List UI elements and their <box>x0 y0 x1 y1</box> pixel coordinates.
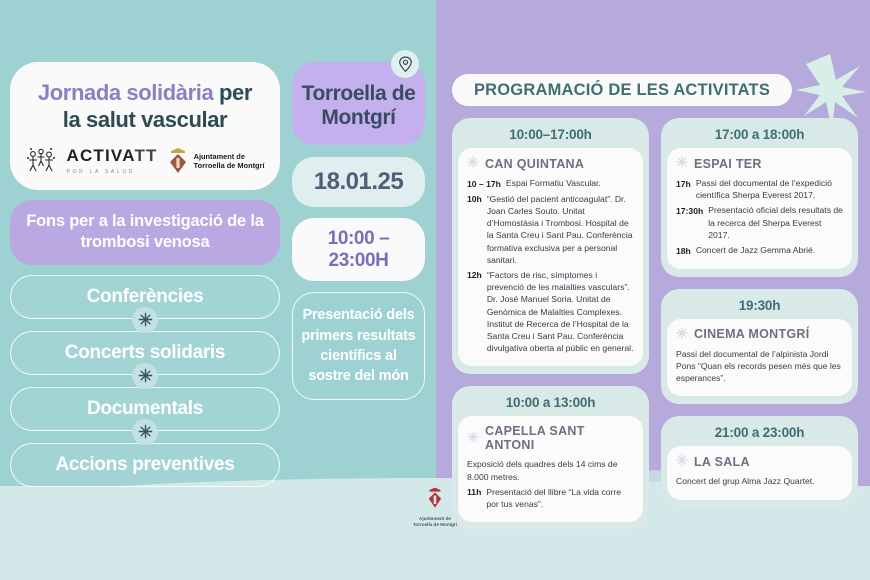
event-description: Exposició dels quadres dels 14 cims de 8.000 metres. <box>467 459 618 482</box>
event-entry <box>676 177 843 201</box>
activity-pill-conferencies[interactable]: Conferències <box>10 275 280 319</box>
event-time: 19:30h <box>738 297 781 313</box>
asterisk-icon <box>132 419 158 445</box>
poster-title-line1 <box>24 80 266 106</box>
programme-grid <box>452 118 858 530</box>
left-column <box>10 62 280 499</box>
asterisk-icon <box>132 307 158 333</box>
event-card-espai-ter[interactable] <box>661 118 858 277</box>
entry-time: 11h <box>467 487 482 498</box>
location-pin-icon <box>391 50 419 78</box>
event-entry <box>467 177 634 190</box>
event-description: Passi del documental de l’alpinista Jordi Pons “Quan els records pesen més que les esperances”. <box>676 348 841 384</box>
event-time: 21:00 a 23:00h <box>714 425 805 441</box>
event-entry <box>467 193 634 266</box>
programme-panel <box>452 74 858 530</box>
event-entry <box>676 204 843 241</box>
entry-time: 17h <box>676 178 691 189</box>
ajuntament-logo <box>167 146 265 176</box>
event-venue-label: ESPAI TER <box>694 156 762 171</box>
event-details <box>667 446 852 499</box>
activatt-brand: ACTIVATT <box>66 146 158 166</box>
event-card-la-sala[interactable] <box>661 416 858 507</box>
entry-desc: “Gestió del pacient anticoagulat”. Dr. Joan Carles Souto. Unitat d’Homostàsia i Trombosi. Hospital de la Santa Creu i Sant Pau. Conferència formativa exclusiva per a personal sanitari. <box>486 193 633 265</box>
activatt-logo <box>66 147 157 175</box>
event-venue <box>467 156 634 171</box>
entry-time: 18h <box>676 245 691 256</box>
programme-column-2 <box>661 118 858 530</box>
poster-title-line2: la salut vascular <box>62 106 228 132</box>
entry-time: 17:30h <box>676 205 704 216</box>
event-card-capella-sant-antoni[interactable] <box>452 386 649 530</box>
event-note: Presentació dels primers resultats científics al sostre del món <box>292 292 425 399</box>
title-part-dark: per <box>219 80 253 105</box>
torroella-crest-icon <box>167 146 189 176</box>
event-venue-label: LA SALA <box>694 454 750 469</box>
event-venue-label: CINEMA MONTGRÍ <box>694 327 810 342</box>
logo-row <box>24 146 266 176</box>
entry-desc: “Factors de risc, símptomes i prevenció de les malalties vasculars”. Dr. José Manuel Soria. Unitat de Genòmica de Malalties Complexes. Institut de Recerca de l’Hospital de la Santa Creu i Sant Pau. Conferència divulgativa oberta al públic en general. <box>486 269 634 354</box>
activity-pill-accions[interactable]: Accions preventives <box>10 443 280 487</box>
footer-ajuntament-logo <box>413 486 457 528</box>
subtitle-banner: Fons per a la investigació de la trombosi venosa <box>10 200 280 264</box>
entry-time: 12h <box>467 270 482 281</box>
entry-desc: Espai Formatiu Vascular. <box>505 178 601 188</box>
event-entry <box>676 244 843 257</box>
event-entry <box>467 486 634 510</box>
sparkle-icon <box>467 156 479 171</box>
footer-ajuntament-label: Ajuntament de Torroella de Montgrí <box>412 516 458 527</box>
entry-desc: Passi del documental de l’expedició científica Sherpa Everest 2017. <box>695 178 832 201</box>
event-time: 17:00 a 18:00h <box>714 127 805 142</box>
ajuntament-label: Ajuntament de Torroella de Montgrí <box>193 151 265 171</box>
location-card <box>292 62 425 145</box>
event-details <box>667 148 852 269</box>
programme-column-1 <box>452 118 649 530</box>
activity-pill-documentals[interactable]: Documentals <box>10 387 280 431</box>
event-venue <box>676 156 843 171</box>
event-venue-label: CAN QUINTANA <box>485 156 585 171</box>
sparkle-icon <box>676 454 688 469</box>
event-venue-label: CAPELLA SANT ANTONI <box>485 424 585 453</box>
entry-time: 10 – 17h <box>467 178 501 189</box>
location-name: Torroella de Montgrí <box>301 82 416 129</box>
entry-time: 10h <box>467 194 482 205</box>
sparkle-icon <box>676 156 688 171</box>
entry-desc: Concert de Jazz Gemma Abrié. <box>695 245 816 256</box>
title-part-purple: Jornada solidària <box>37 80 220 105</box>
event-details <box>458 416 643 522</box>
entry-desc: Presentació oficial dels resultats de la recerca del Sherpa Everest 2017. <box>708 205 843 240</box>
event-card-can-quintana[interactable] <box>452 118 649 374</box>
entry-desc: Presentació del llibre “La vida corre por tus venas”. <box>486 486 622 509</box>
asterisk-icon <box>132 363 158 389</box>
activity-pill-list <box>10 275 280 487</box>
sparkle-icon <box>467 431 479 446</box>
torroella-crest-icon <box>426 497 444 514</box>
middle-column <box>292 62 425 400</box>
event-card-cinema-montgri[interactable] <box>661 289 858 405</box>
programme-header: PROGRAMACIÓ DE LES ACTIVITATS <box>452 74 792 106</box>
sparkle-icon <box>676 327 688 342</box>
event-venue <box>676 327 843 342</box>
title-card <box>10 62 280 190</box>
event-venue <box>676 454 843 469</box>
event-details <box>458 148 643 366</box>
event-time: 10:00 a 13:00h <box>505 395 596 411</box>
activity-pill-concerts[interactable]: Concerts solidaris <box>10 331 280 375</box>
event-time: 10:00–17:00h <box>509 127 592 142</box>
event-date: 18.01.25 <box>292 157 425 207</box>
event-entry <box>467 269 634 354</box>
event-venue <box>467 424 634 452</box>
people-group-icon <box>25 147 57 175</box>
activatt-tagline: POR LA SALUD <box>66 169 136 176</box>
event-details <box>667 319 852 397</box>
event-description: Concert del grup Alma Jazz Quartet. <box>676 476 815 487</box>
event-hours: 10:00 – 23:00H <box>292 218 425 281</box>
